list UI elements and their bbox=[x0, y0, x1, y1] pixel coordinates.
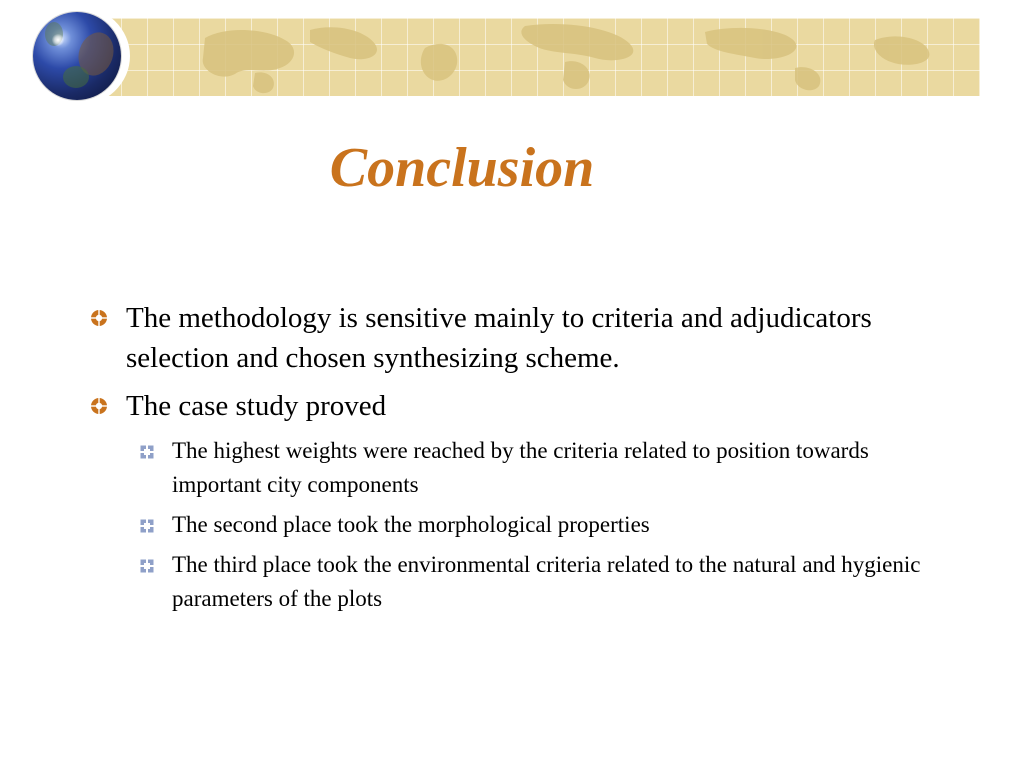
sub-bullet-item bbox=[86, 508, 962, 542]
slide-title: Conclusion bbox=[329, 137, 595, 199]
sub-bullet-item bbox=[86, 434, 962, 502]
blue-square-bullet-icon bbox=[140, 559, 154, 573]
slide-content bbox=[86, 298, 966, 622]
world-map-graphic bbox=[95, 18, 980, 96]
orange-disc-bullet-icon bbox=[90, 309, 108, 327]
world-map-banner bbox=[95, 18, 980, 96]
sub-bullet-text: The highest weights were reached by the criteria related to position towards important city components bbox=[172, 438, 869, 497]
sub-bullet-text: The second place took the morphological properties bbox=[172, 512, 650, 537]
orange-disc-bullet-icon bbox=[90, 397, 108, 415]
bullet-item bbox=[86, 386, 966, 426]
bullet-item bbox=[86, 298, 966, 378]
blue-square-bullet-icon bbox=[140, 519, 154, 533]
bullet-text: The case study proved bbox=[126, 390, 387, 422]
blue-square-bullet-icon bbox=[140, 445, 154, 459]
sub-bullet-item bbox=[86, 548, 962, 616]
bullet-text: The methodology is sensitive mainly to criteria and adjudicators selection and chosen synthesizing scheme. bbox=[126, 302, 872, 374]
sub-bullet-text: The third place took the environmental criteria related to the natural and hygienic parameters of the plots bbox=[172, 552, 921, 611]
globe-icon bbox=[33, 12, 121, 100]
